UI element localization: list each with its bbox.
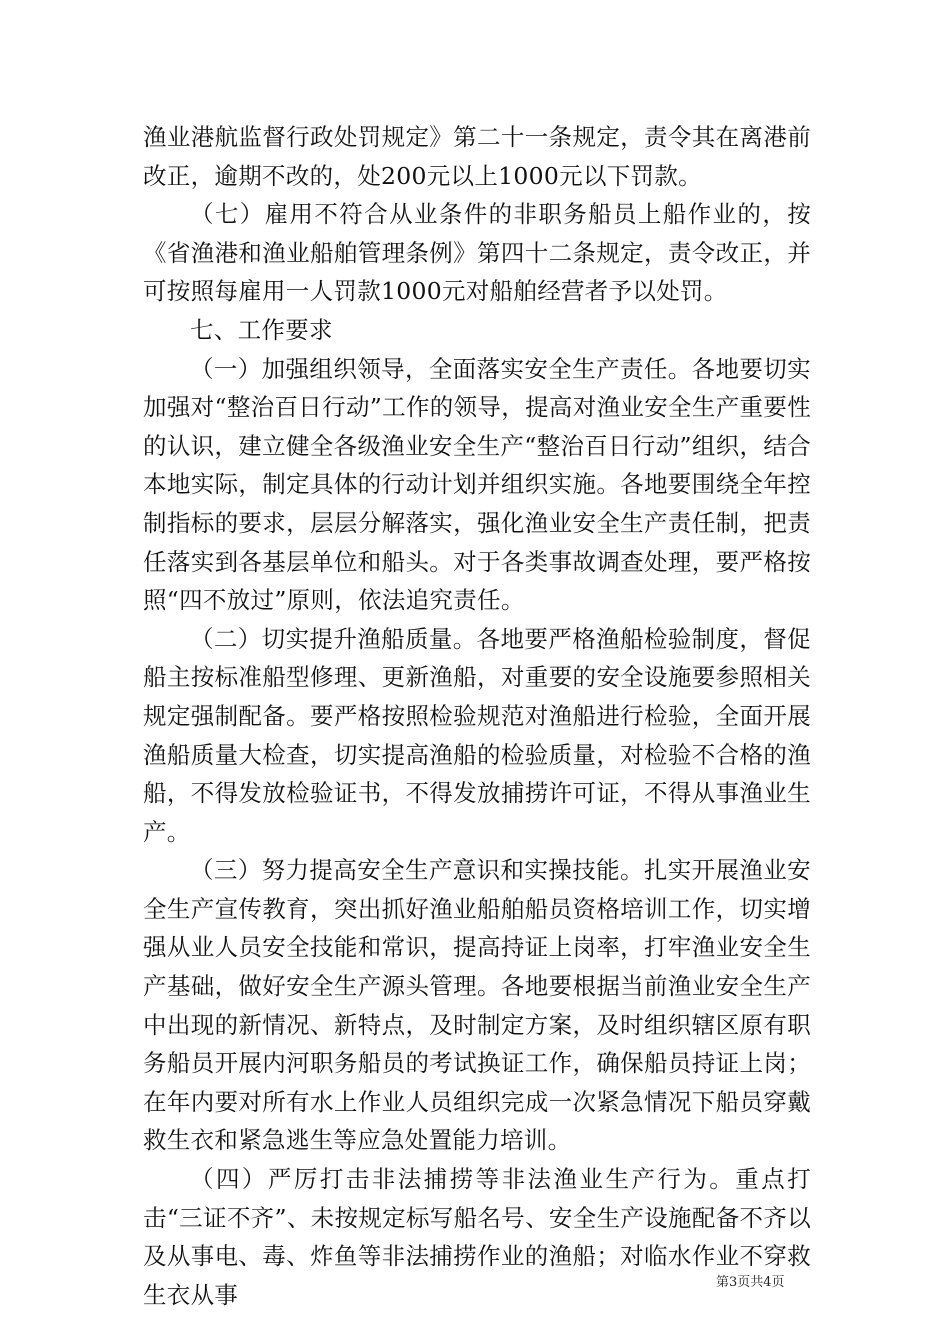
section-heading-work-requirements: 七、工作要求: [190, 315, 333, 344]
paragraph-continuation: 渔业港航监督行政处罚规定》第二十一条规定，责令其在离港前改正，逾期不改的，处200元以上1000元以下罚款。: [143, 123, 811, 190]
document-body: [143, 118, 811, 1314]
paragraph-requirement-two: （二）切实提升渔船质量。各地要严格渔船检验制度，督促船主按标准船型修理、更新渔船，对重要的安全设施要参照相关规定强制配备。要严格按照检验规范对渔船进行检验，全面开展渔船质量大检查，切实提高渔船的检验质量，对检验不合格的渔船，不得发放检验证书，不得发放捕捞许可证，不得从事渔业生产。: [143, 624, 811, 846]
paragraph-requirement-four: （四）严厉打击非法捕捞等非法渔业生产行为。重点打击“三证不齐”、未按规定标写船名号、安全生产设施配备不齐以及从事电、毒、炸鱼等非法捕捞作业的渔船；对临水作业不穿救生衣从事: [143, 1165, 811, 1309]
paragraph-item-seven: （七）雇用不符合从业条件的非职务船员上船作业的，按《省渔港和渔业船舶管理条例》第四十二条规定，责令改正，并可按照每雇用一人罚款1000元对船舶经营者予以处罚。: [143, 200, 811, 306]
paragraph-requirement-one: （一）加强组织领导，全面落实安全生产责任。各地要切实加强对“整治百日行动”工作的领导，提高对渔业安全生产重要性的认识，建立健全各级渔业安全生产“整治百日行动”组织，结合本地实际，制定具体的行动计划并组织实施。各地要围绕全年控制指标的要求，层层分解落实，强化渔业安全生产责任制，把责任落实到各基层单位和船头。对于各类事故调查处理，要严格按照“四不放过”原则，依法追究责任。: [143, 354, 811, 615]
page-number-footer: 第3页共4页: [716, 1275, 785, 1290]
paragraph-requirement-three: （三）努力提高安全生产意识和实操技能。扎实开展渔业安全生产宣传教育，突出抓好渔业船舶船员资格培训工作，切实增强从业人员安全技能和常识，提高持证上岗率，打牢渔业安全生产基础，做好安全生产源头管理。各地要根据当前渔业安全生产中出现的新情况、新特点，及时制定方案，及时组织辖区原有职务船员开展内河职务船员的考试换证工作，确保船员持证上岗；在年内要对所有水上作业人员组织完成一次紧急情况下船员穿戴救生衣和紧急逃生等应急处置能力培训。: [143, 856, 811, 1155]
